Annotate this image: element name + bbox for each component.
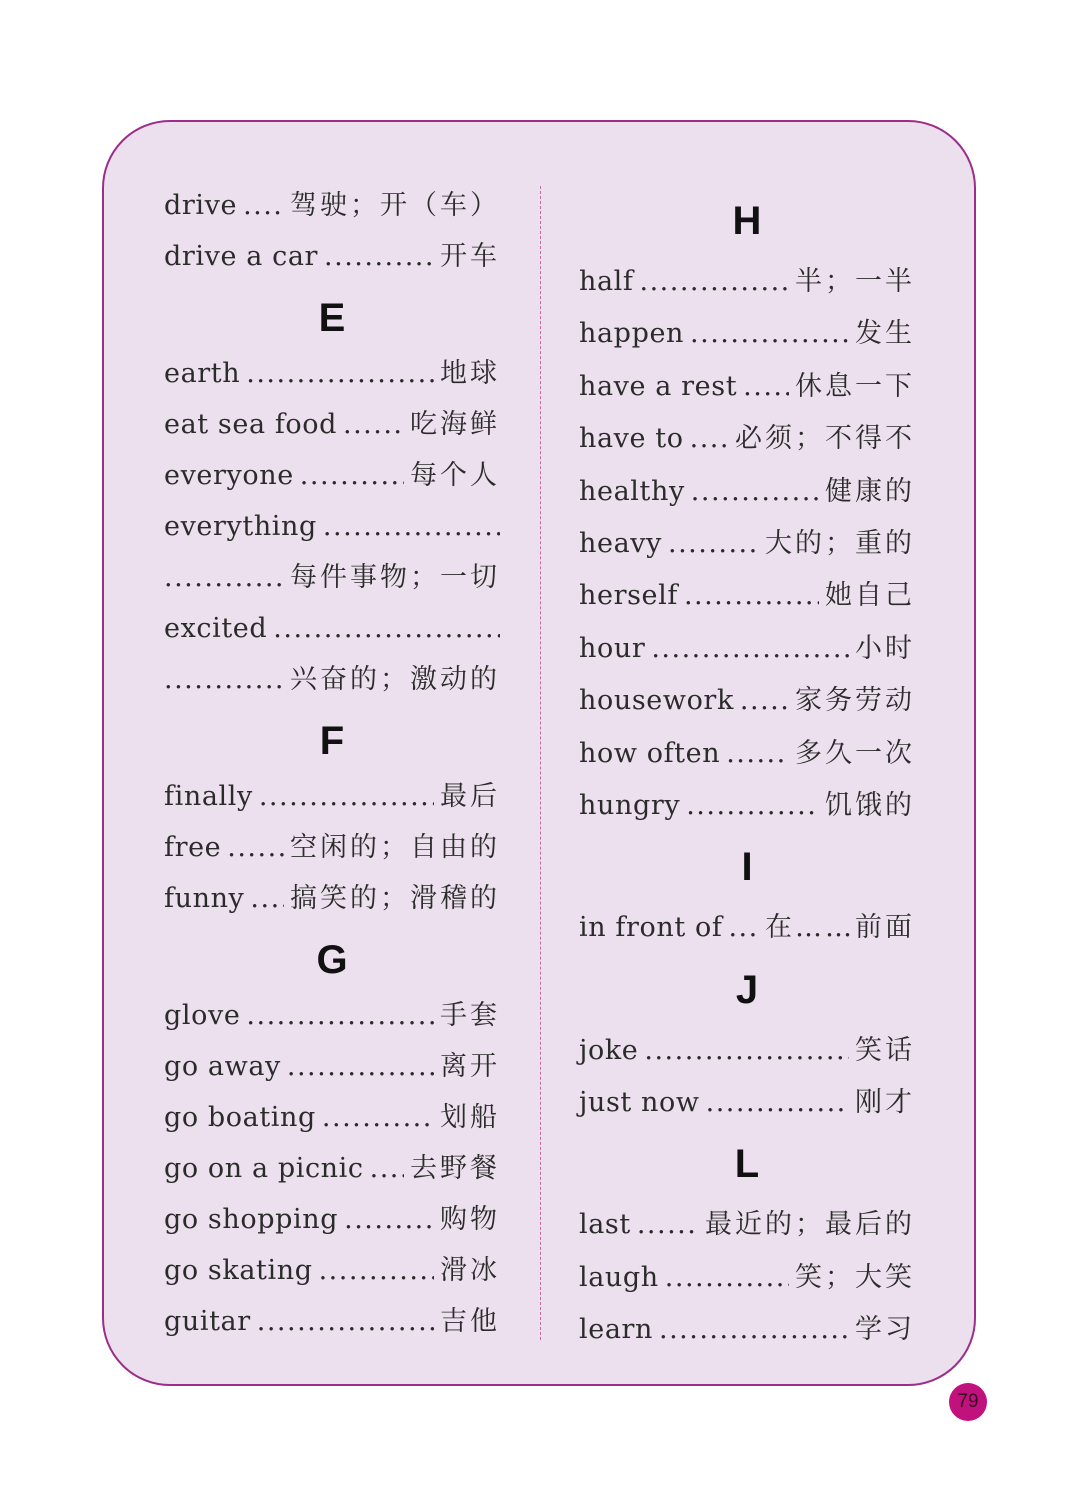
leader-dots — [659, 1304, 849, 1356]
entry-chinese: 兴奋的；激动的 — [290, 664, 500, 695]
glossary-entry — [579, 466, 915, 518]
leader-dots — [343, 399, 404, 450]
entry-chinese: 每件事物；一切 — [290, 562, 500, 593]
entry-english: healthy — [579, 475, 685, 507]
entry-english: hour — [579, 632, 646, 664]
glossary-entry — [579, 1077, 915, 1129]
entry-chinese: 地球 — [440, 358, 500, 389]
glossary-entry — [164, 450, 500, 501]
glossary-entry — [164, 1194, 500, 1245]
entry-chinese: 饥饿的 — [825, 789, 915, 821]
glossary-entry — [579, 1252, 915, 1304]
leader-dots — [640, 256, 789, 308]
leader-dots — [743, 361, 789, 413]
section-letter: I — [741, 845, 753, 890]
glossary-entry — [579, 1199, 915, 1251]
entry-english: heavy — [579, 527, 662, 559]
glossary-entry — [164, 348, 500, 399]
entry-english: go on a picnic — [164, 1153, 364, 1184]
glossary-entry — [579, 728, 915, 780]
leader-dots — [706, 1077, 849, 1129]
entry-chinese: 搞笑的；滑稽的 — [290, 883, 500, 914]
leader-dots — [246, 990, 434, 1041]
entry-chinese: 在……前面 — [765, 912, 915, 944]
entry-chinese: 吃海鲜 — [410, 409, 500, 440]
glossary-entry — [164, 771, 500, 822]
glossary-entry — [164, 1143, 500, 1194]
entry-english: drive a car — [164, 241, 319, 272]
glossary-entry — [579, 623, 915, 675]
entry-chinese: 刚才 — [855, 1087, 915, 1119]
leader-dots — [243, 180, 284, 231]
glossary-entry — [579, 518, 915, 570]
entry-english: excited — [164, 613, 268, 644]
glossary-entry — [164, 822, 500, 873]
entry-chinese: 小时 — [855, 632, 915, 664]
glossary-entry — [164, 603, 500, 654]
entry-english: go boating — [164, 1102, 316, 1133]
glossary-entry — [579, 570, 915, 622]
entry-english: herself — [579, 580, 678, 612]
entry-english: just now — [579, 1087, 700, 1119]
entry-english: guitar — [164, 1306, 251, 1337]
entry-english: free — [164, 832, 222, 863]
glossary-entry — [579, 780, 915, 832]
entry-english: last — [579, 1209, 631, 1241]
entry-english: earth — [164, 358, 241, 389]
entry-chinese: 购物 — [440, 1204, 500, 1235]
leader-dots — [322, 1092, 434, 1143]
leader-dots — [344, 1194, 434, 1245]
leader-dots — [644, 1025, 849, 1077]
entry-chinese: 她自己 — [825, 580, 915, 612]
glossary-entry — [164, 501, 500, 552]
leader-dots — [300, 450, 404, 501]
glossary-entry — [579, 902, 915, 954]
entry-chinese: 家务劳动 — [795, 685, 915, 717]
glossary-entry-continued — [164, 552, 500, 603]
entry-chinese: 必须；不得不 — [735, 423, 915, 455]
leader-dots — [259, 771, 434, 822]
leader-dots — [668, 518, 759, 570]
entry-english: learn — [579, 1314, 654, 1346]
section-letter: E — [318, 296, 346, 340]
entry-english: half — [579, 266, 634, 297]
page-number-badge: 79 — [949, 1383, 987, 1421]
glossary-entry — [164, 1092, 500, 1143]
glossary-entry — [579, 1025, 915, 1077]
entry-chinese: 每个人 — [410, 460, 500, 491]
entry-english: glove — [164, 1000, 241, 1031]
leader-dots — [164, 654, 284, 705]
leader-dots — [637, 1199, 699, 1251]
entry-chinese: 最后 — [440, 781, 500, 812]
entry-chinese: 吉他 — [440, 1306, 500, 1337]
glossary-entry — [164, 399, 500, 450]
leader-dots — [164, 552, 284, 603]
glossary-entry — [579, 361, 915, 413]
entry-chinese: 半；一半 — [795, 266, 915, 297]
entry-english: eat sea food — [164, 409, 338, 440]
section-letter: F — [319, 719, 345, 763]
entry-chinese: 休息一下 — [795, 370, 915, 402]
leader-dots — [740, 675, 789, 727]
glossary-entry — [164, 1296, 500, 1347]
entry-chinese: 大的；重的 — [765, 527, 915, 559]
glossary-entry — [579, 256, 915, 308]
entry-english: how often — [579, 737, 721, 769]
leader-dots — [370, 1143, 404, 1194]
glossary-entry — [164, 873, 500, 924]
leader-dots — [665, 1252, 789, 1304]
entry-english: laugh — [579, 1261, 659, 1293]
entry-chinese: 去野餐 — [410, 1153, 500, 1184]
entry-english: go away — [164, 1051, 281, 1082]
leader-dots — [690, 308, 849, 360]
glossary-entry — [579, 1304, 915, 1356]
entry-english: joke — [579, 1034, 639, 1066]
glossary-entry — [579, 675, 915, 727]
glossary-entry-continued — [164, 654, 500, 705]
entry-english: hungry — [579, 789, 681, 821]
glossary-entry — [164, 1041, 500, 1092]
right-column — [579, 186, 915, 1357]
glossary-entry — [579, 413, 915, 465]
section-letter: H — [732, 199, 762, 243]
entry-english: happen — [579, 318, 685, 350]
leader-dots — [273, 603, 500, 654]
leader-dots — [287, 1041, 434, 1092]
leader-dots — [686, 780, 819, 832]
entry-english: finally — [164, 781, 253, 812]
entry-english: go shopping — [164, 1204, 339, 1235]
leader-dots — [257, 1296, 434, 1347]
entry-english: funny — [164, 883, 245, 914]
entry-english: housework — [579, 685, 734, 717]
leader-dots — [227, 822, 284, 873]
entry-chinese: 驾驶；开（车） — [290, 190, 500, 221]
leader-dots — [691, 466, 819, 518]
entry-chinese: 最近的；最后的 — [705, 1209, 915, 1241]
entry-english: have to — [579, 423, 684, 455]
glossary-entry — [164, 231, 500, 282]
entry-chinese: 离开 — [440, 1051, 500, 1082]
glossary-entry — [164, 990, 500, 1041]
entry-chinese: 笑话 — [855, 1034, 915, 1066]
entry-chinese: 笑；大笑 — [795, 1261, 915, 1293]
section-letter: G — [316, 938, 348, 982]
section-letter: L — [734, 1142, 760, 1187]
leader-dots — [684, 570, 819, 622]
leader-dots — [323, 501, 500, 552]
leader-dots — [324, 231, 434, 282]
entry-english: have a rest — [579, 370, 738, 402]
section-letter: J — [735, 967, 759, 1012]
entry-chinese: 空闲的；自由的 — [290, 832, 500, 863]
glossary-entry — [164, 180, 500, 231]
left-column — [164, 180, 500, 1347]
entry-chinese: 划船 — [440, 1102, 500, 1133]
entry-chinese: 滑冰 — [440, 1255, 500, 1286]
entry-english: go skating — [164, 1255, 313, 1286]
entry-chinese: 发生 — [855, 318, 915, 350]
column-divider — [540, 186, 541, 1340]
leader-dots — [319, 1245, 434, 1296]
entry-english: in front of — [579, 912, 723, 944]
leader-dots — [651, 623, 849, 675]
entry-english: everything — [164, 511, 317, 542]
entry-english: drive — [164, 190, 238, 221]
leader-dots — [250, 873, 284, 924]
glossary-entry — [579, 308, 915, 360]
leader-dots — [728, 902, 759, 954]
entry-chinese: 多久一次 — [795, 737, 915, 769]
leader-dots — [690, 413, 729, 465]
entry-chinese: 健康的 — [825, 475, 915, 507]
entry-chinese: 学习 — [855, 1314, 915, 1346]
leader-dots — [246, 348, 434, 399]
leader-dots — [726, 728, 789, 780]
entry-chinese: 开车 — [440, 241, 500, 272]
entry-english: everyone — [164, 460, 294, 491]
entry-chinese: 手套 — [440, 1000, 500, 1031]
glossary-entry — [164, 1245, 500, 1296]
